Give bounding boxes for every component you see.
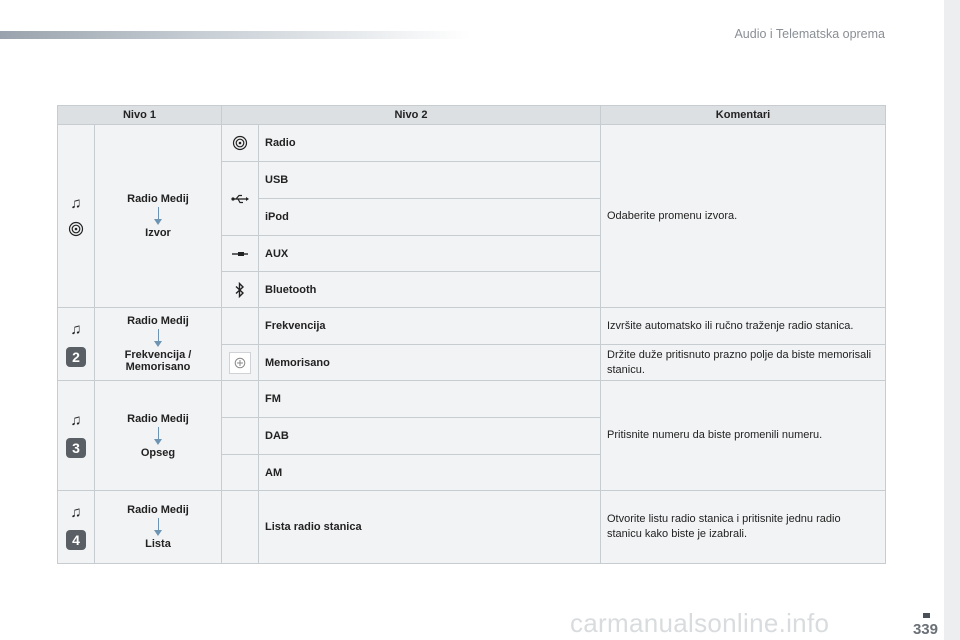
level2-item: DAB (259, 418, 601, 455)
music-note-icon: ♫ (70, 320, 82, 338)
table-row (58, 125, 886, 162)
radio-icon (222, 135, 258, 151)
column-header-nivo1: Nivo 1 (58, 106, 222, 125)
bluetooth-icon-cell (222, 272, 259, 308)
menu-table (57, 105, 886, 564)
level1-label: Radio Medij (127, 315, 189, 327)
usb-icon-cell (222, 162, 259, 236)
level1-label: Radio Medij (127, 193, 189, 205)
arrow-down-icon (154, 518, 163, 536)
comment-cell: Pritisnite numeru da biste promenili numeru. (601, 381, 886, 491)
step-badge: 3 (66, 438, 86, 458)
comment-cell: Držite duže pritisnuto prazno polje da biste memorisali stanicu. (601, 345, 886, 381)
watermark: carmanualsonline.info (570, 608, 830, 638)
step-badge: 2 (66, 347, 86, 367)
level1-label: Radio Medij (127, 412, 189, 425)
step-badge: 4 (66, 530, 86, 550)
level2-item: AUX (259, 236, 601, 272)
page-edge-strip (944, 0, 960, 640)
preset-icon (229, 352, 251, 374)
arrow-down-icon (154, 207, 163, 225)
aux-icon (222, 250, 258, 258)
level2-item: Lista radio stanica (259, 491, 601, 564)
level2-item: Memorisano (259, 345, 601, 381)
level2-item: iPod (259, 199, 601, 236)
usb-icon (222, 194, 258, 204)
arrow-down-icon (154, 427, 163, 445)
group3-level1 (95, 381, 222, 491)
table-header-row (58, 106, 886, 125)
level1-sublabel: Lista (145, 538, 171, 550)
level2-item: Radio (259, 125, 601, 162)
page-number: 339 (912, 621, 938, 638)
table-row (58, 381, 886, 418)
level2-item: AM (259, 455, 601, 491)
table-row (58, 491, 886, 564)
group4-level1 (95, 491, 222, 564)
level2-item: Bluetooth (259, 272, 601, 308)
group2-icons (58, 308, 95, 381)
column-header-komentari: Komentari (601, 106, 886, 125)
column-header-nivo2: Nivo 2 (222, 106, 601, 125)
level1-sublabel: Frekvencija / Memorisano (124, 349, 192, 373)
page-marker (923, 613, 930, 618)
level2-item: USB (259, 162, 601, 199)
group2-level1 (95, 308, 222, 381)
group1-icons (58, 125, 95, 308)
preset-icon-cell (222, 345, 259, 381)
comment-cell: Izvršite automatsko ili ručno traženje radio stanica. (601, 308, 886, 345)
music-note-icon: ♫ (70, 412, 82, 429)
empty-icon-cell (222, 381, 259, 418)
comment-cell: Odaberite promenu izvora. (601, 125, 886, 308)
arrow-down-icon (154, 329, 163, 347)
level2-item: FM (259, 381, 601, 418)
level1-sublabel: Opseg (140, 446, 176, 459)
comment-cell: Otvorite listu radio stanica i pritisnite jednu radio stanicu kako biste je izabrali. (601, 491, 886, 564)
group4-icons (58, 491, 95, 564)
group3-icons (58, 381, 95, 491)
radio-icon (68, 221, 84, 237)
table-row (58, 308, 886, 345)
empty-icon-cell (222, 491, 259, 564)
empty-icon-cell (222, 455, 259, 491)
level1-label: Radio Medij (127, 504, 189, 516)
group1-level1 (95, 125, 222, 308)
aux-icon-cell (222, 236, 259, 272)
level1-sublabel: Izvor (145, 227, 171, 239)
empty-icon-cell (222, 308, 259, 345)
radio-icon-cell (222, 125, 259, 162)
music-note-icon: ♫ (70, 503, 82, 521)
section-title: Audio i Telematska oprema (734, 27, 885, 41)
level2-item: Frekvencija (259, 308, 601, 345)
bluetooth-icon (222, 282, 258, 298)
empty-icon-cell (222, 418, 259, 455)
music-note-icon: ♫ (70, 194, 82, 212)
header-decor-bar (0, 31, 470, 39)
